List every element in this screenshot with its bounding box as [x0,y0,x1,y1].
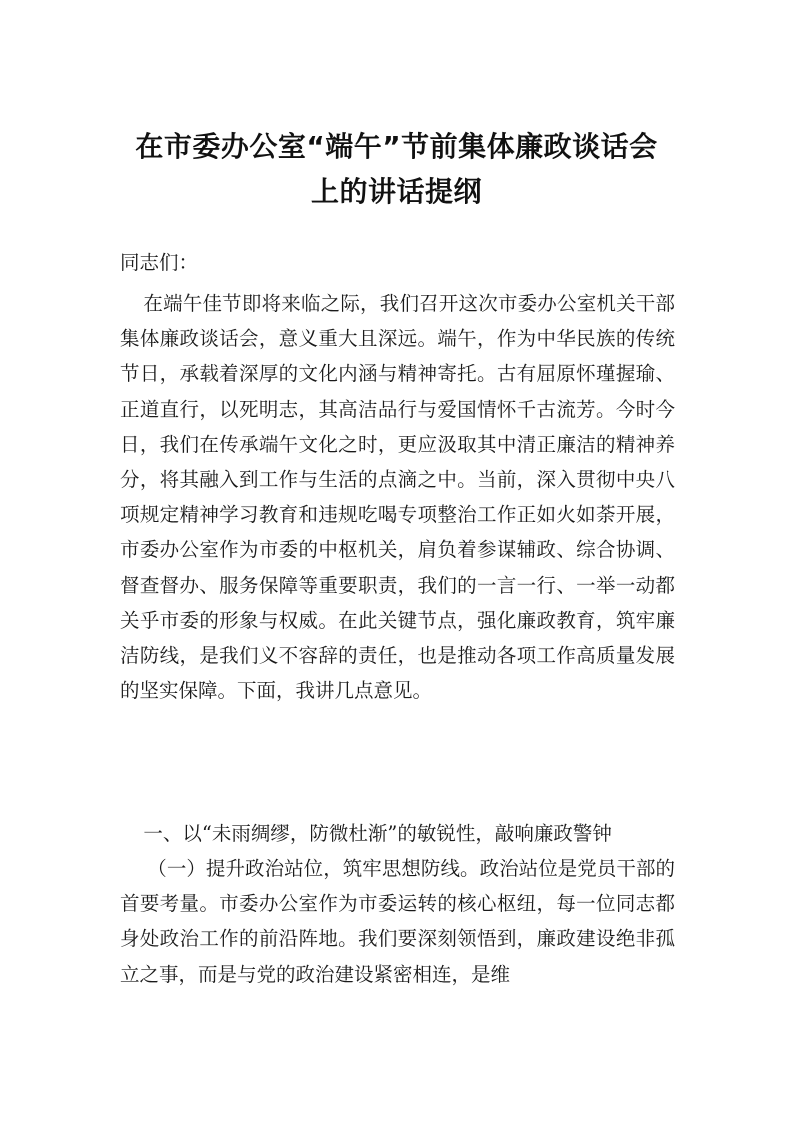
body-paragraph: （一）提升政治站位，筑牢思想防线。政治站位是党员干部的首要考量。市委办公室作为市委运转的核心枢纽，每一位同志都身处政治工作的前沿阵地。我们要深刻领悟到，廉政建设绝非孤立之事，而是与党的政治建设紧密相连，是维 [120,857,675,986]
greeting: 同志们： [120,251,199,274]
document-title-line1: 在市委办公室“端午”节前集体廉政谈话会 [135,130,658,163]
section-heading: 一、以“未雨绸缪，防微杜渐”的敏锐性，敲响廉政警钟 [143,822,612,845]
document-title-line2: 上的讲话提纲 [310,175,482,208]
body-paragraph: 在端午佳节即将来临之际，我们召开这次市委办公室机关干部集体廉政谈话会，意义重大且深远。端午，作为中华民族的传统节日，承载着深厚的文化内涵与精神寄托。古有屈原怀瑾握瑜、正道直行，以死明志，其高洁品行与爱国情怀千古流芳。今时今日，我们在传承端午文化之时，更应汲取其中清正廉洁的精神养分，将其融入到工作与生活的点滴之中。当前，深入贯彻中央八项规定精神学习教育和违规吃喝专项整治工作正如火如荼开展，市委办公室作为市委的中枢机关，肩负着参谋辅政、综合协调、督查督办、服务保障等重要职责，我们的一言一行、一举一动都关乎市委的形象与权威。在此关键节点，强化廉政教育，筑牢廉洁防线，是我们义不容辞的责任，也是推动各项工作高质量发展的坚实保障。下面，我讲几点意见。 [120,292,675,703]
